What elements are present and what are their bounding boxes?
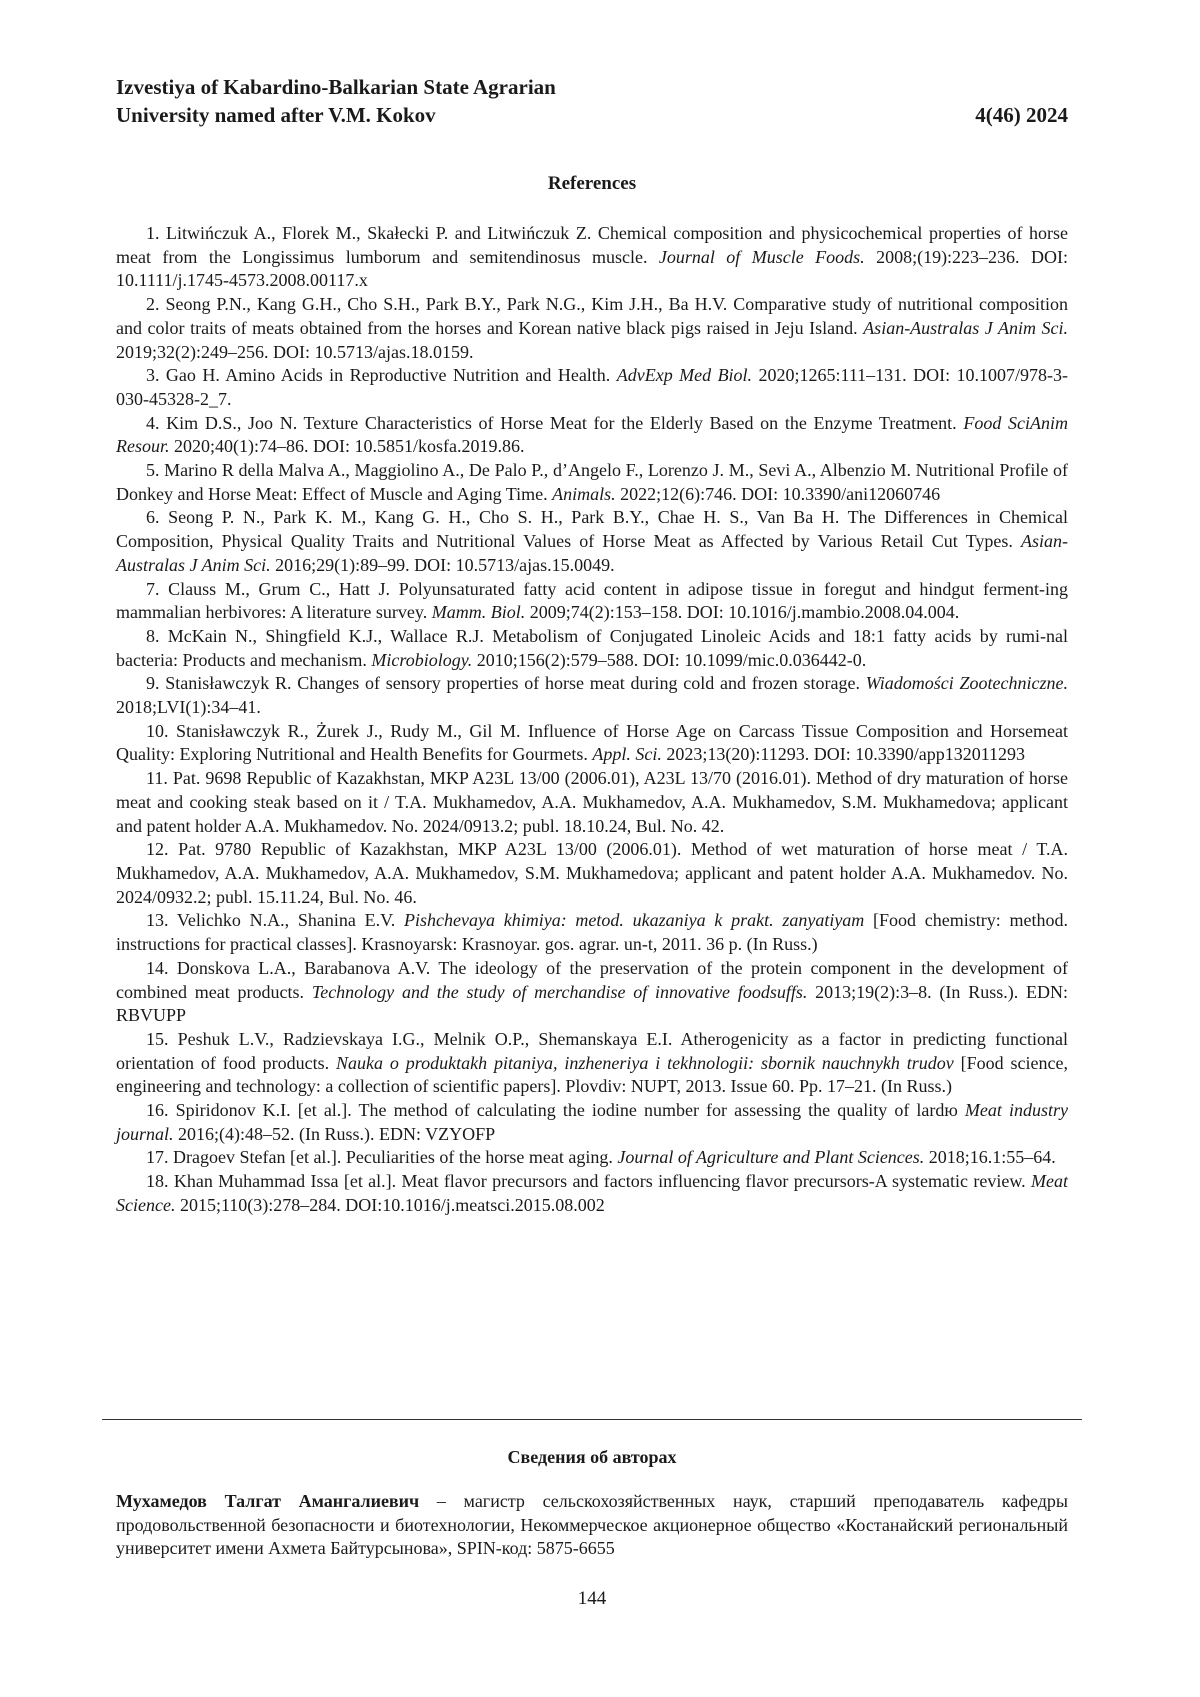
- reference-item: 17. Dragoev Stefan [et al.]. Peculiarities of the horse meat aging. Journal of Agriculture and Plant Sciences. 2018;16.1:55–64.: [146, 1147, 1056, 1168]
- authors-heading: Сведения об авторах: [507, 1447, 677, 1467]
- reference-item: 2. Seong P.N., Kang G.H., Cho S.H., Park B.Y., Park N.G., Kim J.H., Ba H.V. Comparative study of nutritional composition and color traits of meats obtained from the horses and Korean native black pigs raised in Jeju Island. Asian-Australas J Anim Sci. 2019;32(2):249–256. DOI: 10.5713/ajas.18.0159.: [116, 294, 1068, 362]
- reference-item: 15. Peshuk L.V., Radzievskaya I.G., Melnik O.P., Shemanskaya E.I. Atherogenicity as a factor in predicting functional orientation of food products. Nauka o produktakh pitaniya, inzheneriya i tekhnologii: sbornik nauchnykh trudov [Food science, engineering and technology: a collection of scientific papers]. Plovdiv: NUPT, 2013. Issue 60. Pp. 17–21. (In Russ.): [116, 1028, 1068, 1097]
- author-info: [116, 1490, 1068, 1561]
- page-number: 144: [577, 1588, 607, 1609]
- issue-number: 4(46) 2024: [975, 103, 1068, 127]
- section-divider: [102, 1419, 1082, 1420]
- journal-title-line1: Izvestiya of Kabardino-Balkarian State Agrarian: [116, 75, 556, 99]
- reference-item: 4. Kim D.S., Joo N. Texture Characteristics of Horse Meat for the Elderly Based on the Enzyme Treatment. Food SciAnim Resour. 2020;40(1):74–86. DOI: 10.5851/kosfa.2019.86.: [116, 412, 1068, 457]
- reference-item: 6. Seong P. N., Park K. M., Kang G. H., Cho S. H., Park B.Y., Chae H. S., Van Ba H. The Differences in Chemical Composition, Physical Quality Traits and Nutritional Values of Horse Meat as Affected by Various Retail Cut Types. Asian-Australas J Anim Sci. 2016;29(1):89–99. DOI: 10.5713/ajas.15.0049.: [116, 507, 1068, 575]
- reference-item: 16. Spiridonov K.I. [et al.]. The method of calculating the iodine number for assessing the quality of lardю Meat industry journal. 2016;(4):48–52. (In Russ.). EDN: VZYOFP: [116, 1100, 1068, 1144]
- journal-title-line2: University named after V.M. Kokov: [116, 103, 436, 127]
- reference-item: 10. Stanisławczyk R., Żurek J., Rudy M., Gil M. Influence of Horse Age on Carcass Tissue Composition and Horsemeat Quality: Exploring Nutritional and Health Benefits for Gourmets. Appl. Sci. 2023;13(20):11293. DOI: 10.3390/app132011293: [116, 720, 1068, 765]
- reference-item: 14. Donskova L.A., Barabanova A.V. The ideology of the preservation of the protein component in the development of combined meat products. Technology and the study of merchandise of innovative foodsuffs. 2013;19(2):3–8. (In Russ.). EDN: RBVUPP: [116, 957, 1068, 1026]
- references-list: [116, 222, 1068, 1218]
- reference-item: 1. Litwińczuk A., Florek M., Skałecki P. and Litwińczuk Z. Chemical composition and physicochemical properties of horse meat from the Longissimus lumborum and semitendinosus muscle. Journal of Muscle Foods. 2008;(19):223–236. DOI: 10.1111/j.1745-4573.2008.00117.x: [116, 223, 1068, 291]
- reference-item: 9. Stanisławczyk R. Changes of sensory properties of horse meat during cold and frozen storage. Wiadomości Zootechniczne. 2018;LVI(1):34–41.: [116, 673, 1068, 718]
- reference-item: 8. McKain N., Shingfield K.J., Wallace R.J. Metabolism of Conjugated Linoleic Acids and 18:1 fatty acids by rumi-nal bacteria: Products and mechanism. Microbiology. 2010;156(2):579–588. DOI: 10.1099/mic.0.036442-0.: [116, 625, 1068, 670]
- reference-item: 5. Marino R della Malva A., Maggiolino A., De Palo P., d’Angelo F., Lorenzo J. M., Sevi A., Albenzio M. Nutritional Profile of Donkey and Horse Meat: Effect of Muscle and Aging Time. Animals. 2022;12(6):746. DOI: 10.3390/ani12060746: [116, 460, 1068, 504]
- author-description: – магистр сельскохозяйственных наук, старший преподаватель кафедры продовольственной безопасности и биотехнологии, Некоммерческое акционерное общество «Костанайский региональный университет имени Ахмета Байтурсынова», SPIN-код: 5875-6655: [116, 1491, 1068, 1559]
- journal-header: [116, 73, 1068, 129]
- author-name: Мухамедов Талгат Амангалиевич: [116, 1491, 420, 1511]
- reference-item: 11. Pat. 9698 Republic of Kazakhstan, MKP A23L 13/00 (2006.01), A23L 13/70 (2016.01). Method of dry maturation of horse meat and cooking steak based on it / T.A. Mukhamedov, A.A. Mukhamedov, A.A. Mukhamedov, S.M. Mukhamedova; applicant and patent holder A.A. Mukhamedov. No. 2024/0913.2; publ. 18.10.24, Bul. No. 42.: [116, 768, 1068, 836]
- reference-item: 3. Gao H. Amino Acids in Reproductive Nutrition and Health. AdvExp Med Biol. 2020;1265:111–131. DOI: 10.1007/978-3-030-45328-2_7.: [116, 365, 1069, 409]
- reference-item: 13. Velichko N.A., Shanina E.V. Pishchevaya khimiya: metod. ukazaniya k prakt. zanyatiyam [Food chemistry: method. instructions for practical classes]. Krasnoyarsk: Krasnoyar. gos. agrar. un-t, 2011. 36 p. (In Russ.): [116, 910, 1068, 955]
- references-heading: References: [547, 173, 637, 194]
- reference-item: 7. Clauss M., Grum C., Hatt J. Polyunsaturated fatty acid content in adipose tissue in foregut and hindgut ferment-ing mammalian herbivores: A literature survey. Mamm. Biol. 2009;74(2):153–158. DOI: 10.1016/j.mambio.2008.04.004.: [116, 578, 1068, 623]
- reference-item: 12. Pat. 9780 Republic of Kazakhstan, MKP A23L 13/00 (2006.01). Method of wet maturation of horse meat / T.A. Mukhamedov, A.A. Mukhamedov, A.A. Mukhamedov, S.M. Mukhamedova; applicant and patent holder A.A. Mukhamedov. No. 2024/0932.2; publ. 15.11.24, Bul. No. 46.: [116, 839, 1068, 907]
- reference-item: 18. Khan Muhammad Issa [et al.]. Meat flavor precursors and factors influencing flavor precursors-A systematic review. Meat Science. 2015;110(3):278–284. DOI:10.1016/j.meatsci.2015.08.002: [116, 1171, 1068, 1215]
